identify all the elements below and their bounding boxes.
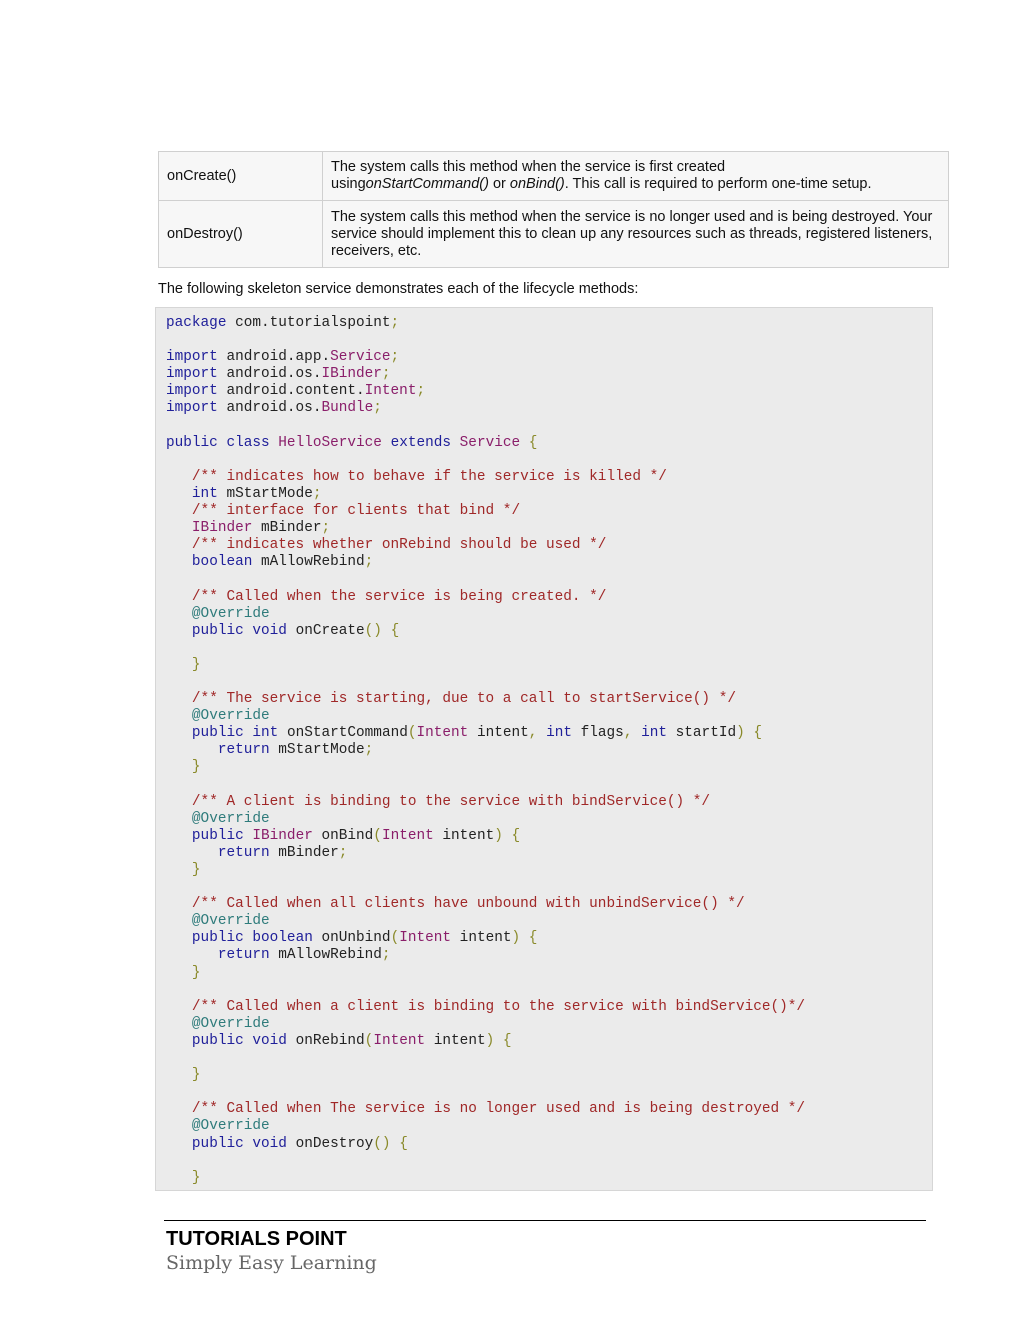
code-token: public	[191, 725, 244, 742]
code-token: }	[191, 1067, 201, 1084]
code-token: )	[485, 1032, 495, 1049]
code-token: int	[641, 725, 668, 742]
method-name-cell: onDestroy()	[159, 201, 323, 268]
code-token: Intent	[373, 1032, 426, 1049]
code-line	[166, 1136, 805, 1153]
code-token: {	[528, 930, 538, 947]
code-token: {	[528, 434, 538, 451]
code-token: /** Called when all clients have unbound with unbindService() */	[191, 896, 745, 913]
code-token	[166, 623, 192, 639]
code-token: IBinder	[321, 366, 382, 383]
code-line	[166, 349, 805, 366]
code-line	[166, 623, 805, 640]
code-token	[166, 486, 192, 502]
code-token: public	[191, 930, 244, 947]
code-token: ,	[623, 725, 633, 742]
code-token: android.os.	[217, 400, 322, 417]
code-line	[166, 1016, 805, 1033]
code-token: mAllowRebind	[252, 554, 365, 571]
code-token: /** interface for clients that bind */	[191, 503, 521, 520]
code-token: {	[511, 827, 521, 844]
code-token	[166, 896, 192, 912]
code-token	[382, 435, 391, 451]
code-token: ()	[373, 1135, 391, 1152]
code-token: onDestroy	[286, 1135, 374, 1152]
code-token: public	[191, 1135, 244, 1152]
code-token: {	[753, 725, 763, 742]
code-token: intent	[433, 827, 495, 844]
code-token	[166, 503, 192, 519]
code-token: }	[191, 1169, 201, 1186]
code-token	[166, 811, 192, 827]
code-token: }	[191, 759, 201, 776]
code-token	[166, 1067, 192, 1083]
code-line	[166, 383, 805, 400]
code-line	[166, 1033, 805, 1050]
code-line	[166, 982, 805, 999]
code-line	[166, 640, 805, 657]
code-token	[166, 862, 192, 878]
code-line	[166, 435, 805, 452]
code-line	[166, 965, 805, 982]
code-token: onRebind	[286, 1032, 365, 1049]
method-reference: onBind()	[509, 176, 565, 192]
code-line	[166, 537, 805, 554]
description-text: The system calls this method when the service is first created	[331, 159, 726, 175]
code-line	[166, 691, 805, 708]
code-line	[166, 759, 805, 776]
code-token	[494, 1033, 503, 1049]
code-token: (	[390, 930, 400, 947]
description-text: or	[488, 176, 510, 192]
code-token: int	[546, 725, 572, 742]
code-token: ;	[338, 844, 348, 861]
code-token: ;	[381, 366, 391, 383]
code-listing	[166, 315, 805, 1187]
table-row	[159, 201, 949, 268]
code-token: @Override	[191, 1015, 270, 1032]
code-line	[166, 708, 805, 725]
code-token: @Override	[191, 708, 270, 725]
table-row	[159, 152, 949, 201]
code-token: void	[252, 622, 287, 639]
code-token: return	[217, 844, 270, 861]
code-token: (	[364, 1032, 374, 1049]
code-line	[166, 571, 805, 588]
code-token: ;	[390, 349, 400, 366]
code-token: }	[191, 964, 201, 981]
description-text: using	[331, 176, 366, 192]
code-line	[166, 845, 805, 862]
code-line	[166, 811, 805, 828]
code-token: ;	[373, 400, 382, 417]
code-line	[166, 589, 805, 606]
code-token: @Override	[191, 810, 270, 827]
code-line	[166, 896, 805, 913]
code-token	[166, 554, 192, 570]
code-token: intent	[468, 725, 529, 742]
code-line	[166, 1170, 805, 1187]
code-token: ;	[312, 485, 322, 502]
code-token	[503, 828, 512, 844]
code-line	[166, 469, 805, 486]
code-token: flags	[571, 725, 624, 742]
code-token: @Override	[191, 1118, 270, 1135]
code-token: public	[191, 622, 244, 639]
code-line	[166, 999, 805, 1016]
code-token	[166, 469, 192, 485]
code-token	[166, 930, 192, 946]
code-token: /** indicates how to behave if the service is killed */	[191, 468, 667, 485]
code-token	[166, 742, 218, 758]
description-text: . This call is required to perform one-time setup.	[564, 176, 872, 192]
code-token: com.tutorialspoint	[226, 315, 391, 331]
footer-divider	[164, 1220, 926, 1221]
code-token: class	[226, 434, 270, 451]
code-token: ;	[364, 554, 374, 571]
code-token	[632, 725, 641, 741]
code-token	[382, 623, 391, 639]
code-token: {	[502, 1032, 512, 1049]
code-token: import	[166, 400, 218, 417]
code-token: mBinder	[269, 844, 339, 861]
code-token	[166, 589, 192, 605]
code-token: /** Called when a client is binding to the service with bindService()*/	[191, 998, 806, 1015]
code-line	[166, 503, 805, 520]
code-line	[166, 862, 805, 879]
code-token	[166, 1118, 192, 1134]
code-token: android.app.	[217, 349, 331, 366]
code-token	[166, 759, 192, 775]
code-token	[166, 828, 192, 844]
code-token	[166, 1101, 192, 1117]
code-line	[166, 520, 805, 537]
code-token	[270, 435, 279, 451]
code-token: ,	[528, 725, 538, 742]
code-token: extends	[390, 434, 452, 451]
code-token: void	[252, 1032, 287, 1049]
code-token: ;	[381, 947, 391, 964]
code-line	[166, 1050, 805, 1067]
code-line	[166, 332, 805, 349]
code-token: /** indicates whether onRebind should be used */	[191, 537, 607, 554]
intro-paragraph: The following skeleton service demonstrates each of the lifecycle methods:	[158, 281, 639, 297]
code-token: )	[494, 827, 503, 844]
code-token: Intent	[416, 725, 469, 742]
code-token: onCreate	[286, 622, 365, 639]
code-token: }	[191, 862, 201, 878]
code-token: int	[252, 725, 279, 742]
code-line	[166, 1153, 805, 1170]
code-token: )	[511, 930, 521, 947]
code-token	[391, 1136, 400, 1152]
code-line	[166, 777, 805, 794]
code-token	[166, 725, 192, 741]
code-token	[166, 965, 192, 981]
code-line	[166, 742, 805, 759]
code-token: mStartMode	[217, 485, 313, 502]
code-line	[166, 947, 805, 964]
code-line	[166, 606, 805, 623]
code-line	[166, 452, 805, 469]
code-token: /** The service is starting, due to a call to startService() */	[191, 691, 736, 708]
code-token: public	[191, 1032, 244, 1049]
code-line	[166, 1101, 805, 1118]
method-description-cell: The system calls this method when the service is no longer used and is being destroyed. Your service should implement this to clean up any resources such as threads, registered listeners, receivers, etc.	[323, 201, 949, 268]
method-description-cell	[323, 152, 949, 201]
code-line	[166, 657, 805, 674]
code-line	[166, 486, 805, 503]
code-token: /** A client is binding to the service with bindService() */	[191, 793, 711, 810]
code-token: @Override	[191, 913, 270, 930]
code-token: Service	[330, 349, 391, 366]
code-token: onUnbind	[312, 930, 391, 947]
code-token: return	[217, 742, 270, 759]
code-token: }	[191, 656, 201, 673]
code-token: ;	[364, 742, 374, 759]
code-token	[166, 520, 192, 536]
code-token: )	[736, 725, 745, 742]
code-token	[520, 435, 529, 451]
code-token: ;	[416, 383, 426, 400]
code-token: return	[217, 947, 270, 964]
code-token: import	[166, 366, 218, 383]
code-token	[166, 657, 192, 673]
code-token	[166, 1170, 192, 1186]
code-token: void	[252, 1135, 287, 1152]
code-token: ;	[390, 315, 400, 331]
code-token: IBinder	[191, 520, 253, 537]
code-token	[166, 794, 192, 810]
code-token: @Override	[191, 605, 270, 622]
code-token: /** Called when the service is being created. */	[191, 588, 607, 605]
code-token	[166, 947, 218, 963]
code-token: int	[191, 485, 218, 502]
code-token: Intent	[381, 827, 434, 844]
code-line	[166, 366, 805, 383]
code-line	[166, 1067, 805, 1084]
method-name-cell: onCreate()	[159, 152, 323, 201]
lifecycle-methods-table	[158, 151, 949, 268]
code-line	[166, 930, 805, 947]
code-token: (	[407, 725, 417, 742]
code-token: HelloService	[278, 434, 382, 451]
code-token: boolean	[191, 554, 253, 571]
code-token	[166, 537, 192, 553]
code-token: import	[166, 383, 218, 400]
code-token	[166, 845, 218, 861]
code-token: /** Called when The service is no longer used and is being destroyed */	[191, 1101, 806, 1118]
code-token: intent	[451, 930, 512, 947]
footer-brand: TUTORIALS POINT	[166, 1228, 347, 1250]
code-token: onStartCommand	[278, 725, 408, 742]
code-line	[166, 794, 805, 811]
code-token: {	[399, 1135, 408, 1152]
code-token	[166, 913, 192, 929]
code-token: import	[166, 349, 218, 366]
code-token: mAllowRebind	[269, 947, 382, 964]
code-token: boolean	[252, 930, 313, 947]
code-line	[166, 725, 805, 742]
code-token	[166, 1033, 192, 1049]
code-token	[520, 930, 529, 946]
code-line	[166, 674, 805, 691]
code-line	[166, 913, 805, 930]
code-token: onBind	[312, 827, 374, 844]
code-token: android.os.	[217, 366, 322, 383]
code-token: android.content.	[217, 383, 365, 400]
code-token: ;	[321, 520, 331, 537]
code-token: Intent	[399, 930, 452, 947]
method-reference: onStartCommand()	[365, 176, 489, 192]
code-token: {	[390, 622, 400, 639]
code-block	[155, 307, 933, 1191]
code-token	[451, 435, 460, 451]
code-token	[537, 725, 546, 741]
code-line	[166, 315, 805, 332]
code-token	[166, 691, 192, 707]
code-token: public	[166, 434, 218, 451]
code-token: ()	[364, 622, 382, 639]
code-line	[166, 1118, 805, 1135]
code-token: public	[191, 827, 244, 844]
code-token: startId	[667, 725, 737, 742]
code-token: Service	[459, 434, 521, 451]
code-token	[166, 606, 192, 622]
code-token: intent	[425, 1032, 486, 1049]
code-token	[166, 1016, 192, 1032]
code-token: mStartMode	[269, 742, 365, 759]
code-token: Bundle	[321, 400, 374, 417]
code-line	[166, 828, 805, 845]
footer-tagline: Simply Easy Learning	[166, 1252, 377, 1274]
code-line	[166, 879, 805, 896]
code-token: Intent	[364, 383, 417, 400]
code-line	[166, 554, 805, 571]
code-token: IBinder	[252, 827, 313, 844]
code-token	[166, 999, 192, 1015]
code-token: package	[166, 315, 227, 331]
code-token	[166, 1136, 192, 1152]
code-token: (	[373, 827, 382, 844]
code-line	[166, 418, 805, 435]
code-token	[166, 708, 192, 724]
code-token: mBinder	[252, 520, 322, 537]
code-line	[166, 1084, 805, 1101]
code-line	[166, 400, 805, 417]
